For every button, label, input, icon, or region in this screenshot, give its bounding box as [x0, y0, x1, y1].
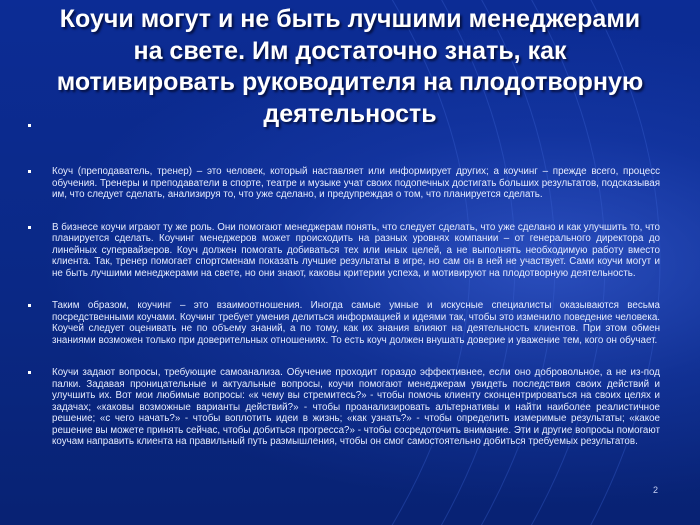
empty-bullet-marker: [28, 124, 31, 127]
bullet-item: [26, 367, 660, 448]
bullet-item: [26, 222, 660, 280]
slide-body: [26, 166, 660, 469]
bullet-marker: [28, 170, 31, 173]
bullet-item: [26, 300, 660, 346]
slide-title: Коучи могут и не быть лучшими менеджерами на свете. Им достаточно знать, как мотивировать руководителя на плодотворную деятельность: [56, 5, 644, 128]
bullet-text: В бизнесе коучи играют ту же роль. Они помогают менеджерам понять, что следует сделать, что уже сделано и как улучшить то, что планируется сделать. Коучинг менеджеров может происходить на разных уровнях компании – от генерального директора до линейных супервайзеров. Коуч должен помогать добиваться тех или иных целей, а не выполнять необходимую работу вместо клиента. Так, тренер помогает спортсменам показать лучшие результаты в игре, но сам он в ней не участвует. Сами коучи могут и не быть лучшими менеджерами на свете, но они знают, каковы критерии успеха, и мотивируют на плодотворную деятельность.: [52, 221, 660, 279]
bullet-text: Коучи задают вопросы, требующие самоанализа. Обучение проходит гораздо эффективнее, если оно добровольное, а не из-под палки. Задавая проницательные и актуальные вопросы, коучи помогают менеджерам увидеть последствия своих действий и улучшить их. Вот мои любимые вопросы: «к чему вы стремитесь?» - чтобы помочь клиенту сконцентрироваться на своих целях и задачах; «каковы возможные варианты действий?» - чтобы проанализировать альтернативы и найти наиболее реалистичное решение; «с чего начать?» - чтобы воплотить идеи в жизнь; «как узнать?» - чтобы определить измеримые результаты; «какое решение вы можете принять сейчас, чтобы добиться прогресса?» - чтобы сосредоточить внимание. Эти и другие вопросы помогают коучам направить клиента на правильный путь размышления, чтобы он смог самостоятельно добиться требуемых результатов.: [52, 367, 660, 447]
page-number: 2: [652, 485, 658, 495]
bullet-marker: [28, 226, 31, 229]
bullet-text: Коуч (преподаватель, тренер) – это человек, который наставляет или информирует других; а коучинг – прежде всего, процесс обучения. Тренеры и преподаватели в спорте, театре и музыке учат своих подопечных достигать больших результатов, подсказывая им, что следует сделать, анализируя то, что уже сделано, и предупреждая о том, что планируется сделать.: [52, 166, 660, 200]
bullet-text: Таким образом, коучинг – это взаимоотношения. Иногда самые умные и искусные специалисты оказываются весьма посредственными коучами. Коучинг требует умения делиться информацией и идеями так, чтобы это изменило поведение человека. Коучей следует оценивать не по объему знаний, а по тому, как их знания влияют на деятельность клиентов. При этом обмен знаниями возможен только при доверительных отношениях. То есть коуч должен внушать доверие и уважение тем, кого он обучает.: [52, 300, 660, 346]
bullet-item: [26, 166, 660, 201]
bullet-marker: [28, 371, 31, 374]
bullet-marker: [28, 304, 31, 307]
